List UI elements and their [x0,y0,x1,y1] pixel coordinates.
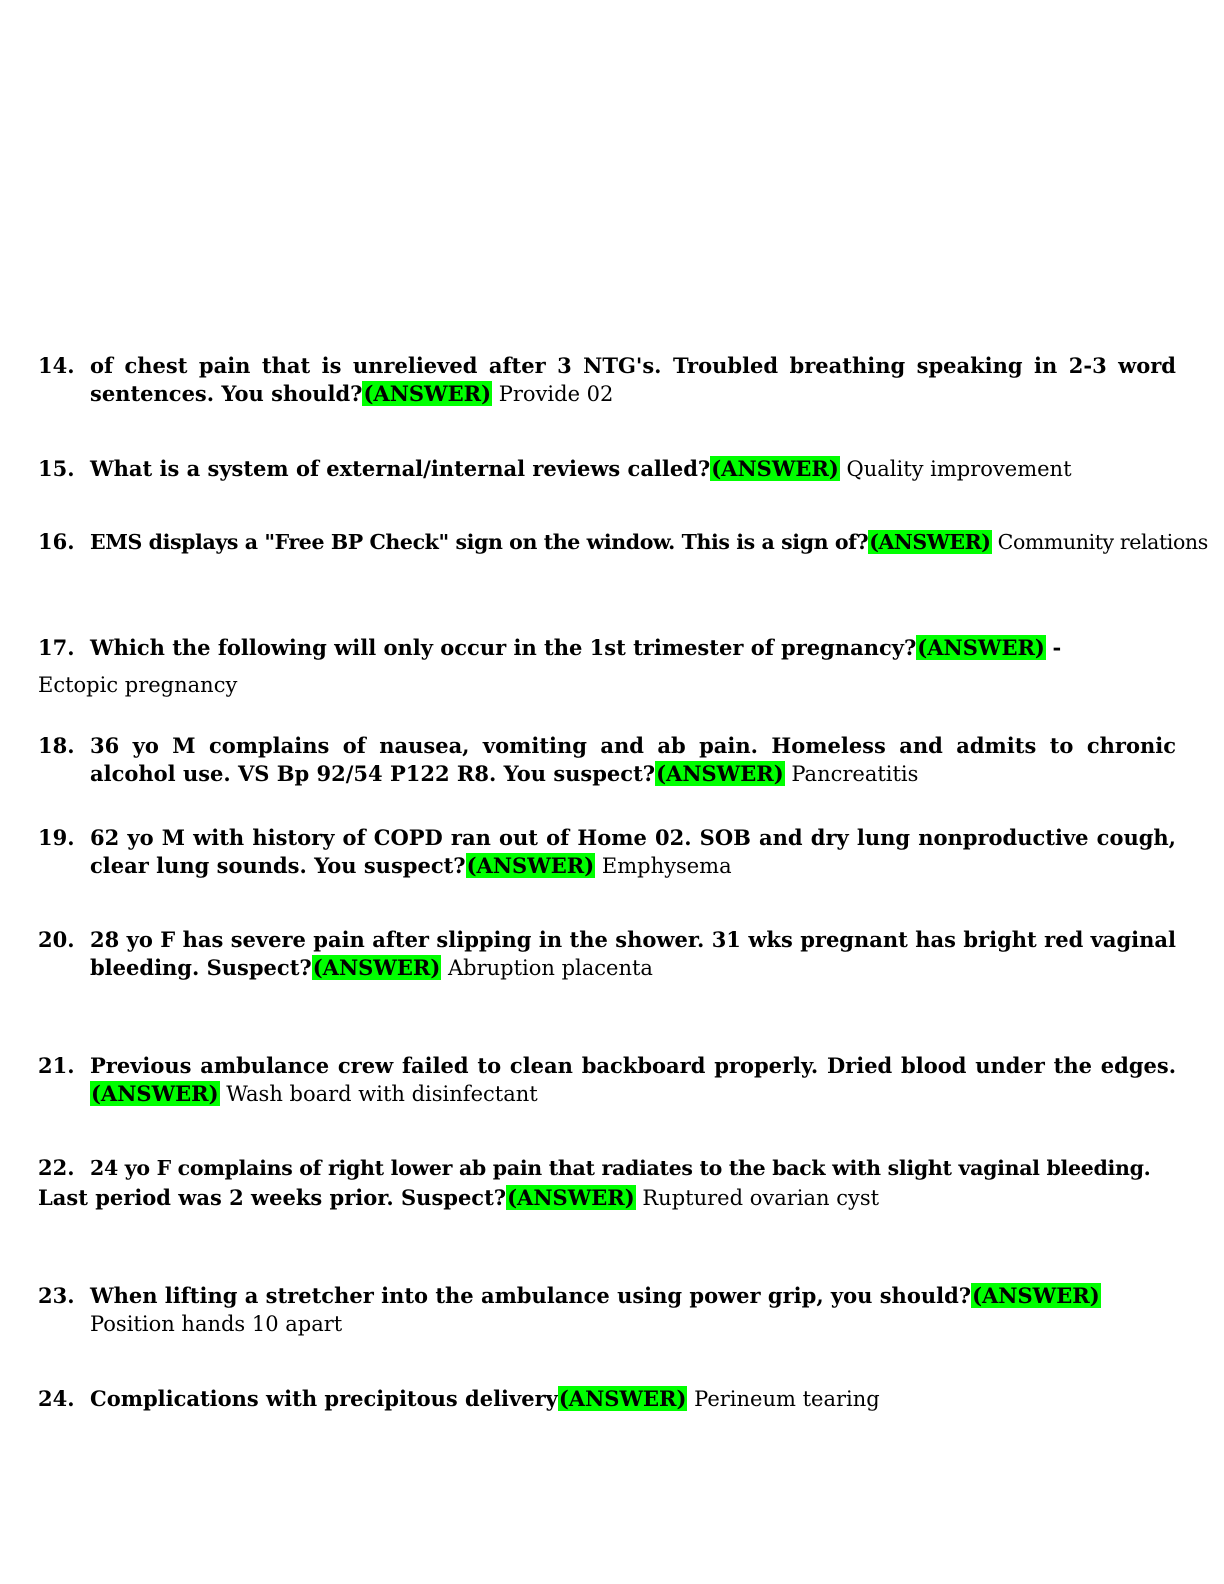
question-number: 18. [38,733,75,758]
answer-line [38,671,1176,699]
question-text: 62 yo M with history of COPD ran out of Home 02. SOB and dry lung nonproductive cough, clear lung sounds. You suspect? [90,825,1176,878]
question-text: Complications with precipitous delivery [90,1386,558,1411]
question-text: Last period was 2 weeks prior. Suspect? [38,1185,507,1210]
answer-text: Abruption placenta [447,956,653,980]
question-item [38,352,1176,408]
dash-text: - [1052,635,1062,660]
answer-tag: (ANSWER) [363,381,492,406]
question-item [38,1052,1176,1108]
answer-text: Position hands 10 apart [90,1312,343,1336]
answer-text: Wash board with disinfectant [226,1082,538,1106]
question-text: Previous ambulance crew failed to clean backboard properly. Dried blood under the edges. [90,1053,1176,1078]
answer-tag: (ANSWER) [656,761,784,786]
question-item [38,634,1176,662]
question-text: Which the following will only occur in the 1st trimester of pregnancy? [90,635,917,660]
question-item [38,926,1176,982]
answer-text: Quality improvement [846,457,1072,481]
question-item [38,824,1176,880]
answer-tag: (ANSWER) [507,1185,635,1210]
question-number: 17. [38,635,75,660]
question-number: 23. [38,1283,75,1308]
answer-tag: (ANSWER) [558,1386,687,1411]
question-text: What is a system of external/internal reviews called? [90,456,711,481]
answer-text: Provide 02 [498,382,614,406]
question-text: EMS displays a "Free BP Check" sign on the window. This is a sign of? [90,530,869,554]
answer-tag: (ANSWER) [917,635,1045,660]
question-item [38,1282,1176,1338]
answer-tag: (ANSWER) [91,1081,219,1106]
answer-tag: (ANSWER) [972,1283,1100,1308]
question-item [38,1385,1176,1413]
answer-text: Ruptured ovarian cyst [642,1186,880,1210]
question-text: of chest pain that is unrelieved after 3 NTG's. Troubled breathing speaking in 2-3 word sentences. You should? [90,353,1176,406]
question-text: When lifting a stretcher into the ambulance using power grip, you should? [90,1283,972,1308]
answer-text: Pancreatitis [791,762,919,786]
answer-text: Community relations [997,530,1208,554]
question-continuation [38,1184,1176,1212]
question-number: 24. [38,1386,75,1411]
question-number: 19. [38,825,75,850]
question-number: 22. [38,1155,75,1180]
question-number: 15. [38,456,75,481]
question-item [38,1154,1176,1182]
question-item [38,732,1176,788]
answer-tag: (ANSWER) [312,955,441,980]
answer-tag: (ANSWER) [466,853,595,878]
answer-tag: (ANSWER) [869,530,991,554]
question-number: 16. [38,529,75,554]
answer-text: Perineum tearing [694,1387,880,1411]
question-text: 28 yo F has severe pain after slipping in the shower. 31 wks pregnant has bright red vaginal bleeding. Suspect? [90,927,1176,980]
answer-text: Emphysema [601,854,732,878]
question-number: 14. [38,353,75,378]
question-text: 36 yo M complains of nausea, vomiting and ab pain. Homeless and admits to chronic alcohol use. VS Bp 92/54 P122 R8. You suspect? [90,733,1176,786]
question-item [38,455,1176,483]
answer-text: Ectopic pregnancy [38,673,238,697]
answer-tag: (ANSWER) [711,456,839,481]
question-item [38,528,1208,556]
question-number: 21. [38,1053,75,1078]
question-text: 24 yo F complains of right lower ab pain that radiates to the back with slight vaginal bleeding. [90,1156,1151,1180]
question-number: 20. [38,927,75,952]
